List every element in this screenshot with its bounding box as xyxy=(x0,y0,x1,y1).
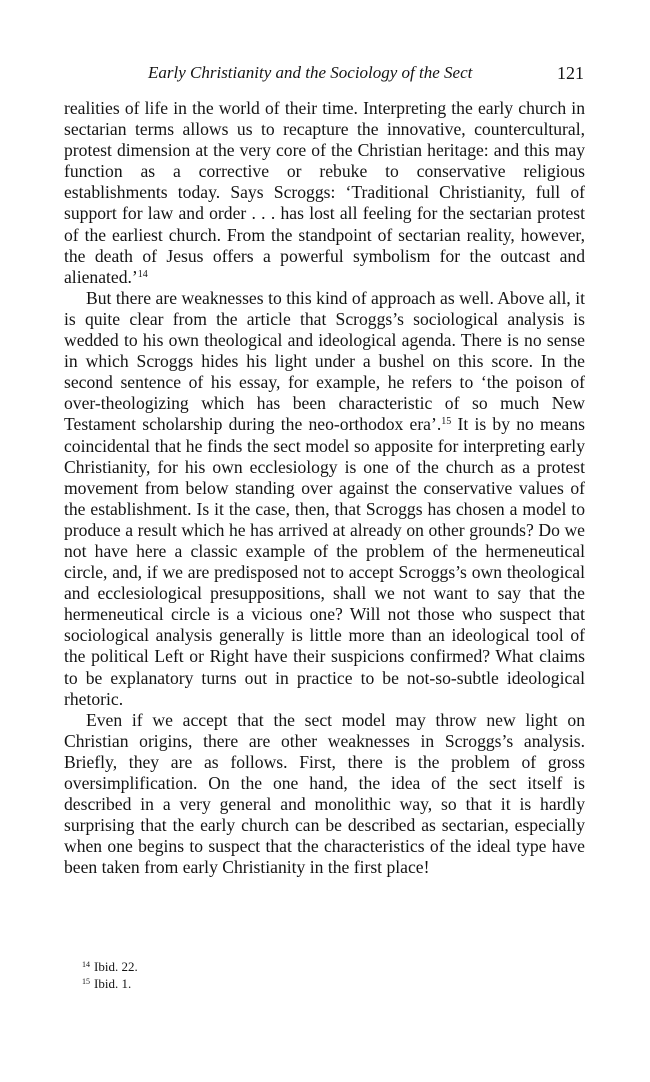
body-paragraph xyxy=(64,288,585,710)
footnote-ref: 15 xyxy=(441,416,452,428)
paragraph-text: Even if we accept that the sect model may throw new light on Christian origins, there are other weaknesses in Scroggs’s analysis. Briefly, they are as follows. First, there is the problem of gross oversimplification. On the one hand, the idea of the sect itself is described in a very general and monolithic way, so that it is hardly surprising that the early church can be described as sectarian, especially when one begins to suspect that the characteristics of the ideal type have been taken from early Christianity in the first place! xyxy=(64,709,585,878)
running-head xyxy=(148,62,584,84)
running-title: Early Christianity and the Sociology of the Sect xyxy=(148,63,473,82)
footnote-marker: 15 xyxy=(82,977,90,986)
footnote xyxy=(82,975,138,992)
body-paragraph xyxy=(64,710,585,879)
page-number: 121 xyxy=(557,63,584,83)
paragraph-text: But there are weaknesses to this kind of approach as well. Above all, it is quite clear from the article that Scroggs’s sociological analysis is wedded to his own theological and ideological agenda. There is no sense in which Scroggs hides his light under a bushel on this score. In the second sentence of his essay, for example, he refers to ‘the poison of over-theologizing which has been characteristic of so much New Testament scholarship during the neo-orthodox era’. xyxy=(64,287,585,435)
footnote-text: Ibid. 22. xyxy=(94,959,138,974)
footnote-text: Ibid. 1. xyxy=(94,976,132,991)
footnote xyxy=(82,958,138,975)
footnotes xyxy=(82,958,138,992)
body-text xyxy=(64,98,585,878)
footnote-marker: 14 xyxy=(82,960,90,969)
paragraph-text: realities of life in the world of their time. Interpreting the early church in sectarian terms allows us to recapture the innovative, countercultural, protest dimension at the very core of the Christian heritage: and this may function as a corrective or rebuke to conservative religious establishments today. Says Scroggs: ‘Traditional Christianity, full of support for law and order . . . has lost all feeling for the sectarian protest of the earliest church. From the standpoint of sectarian reality, however, the death of Jesus offers a powerful symbolism for the outcast and alienated.’ xyxy=(64,98,585,287)
paragraph-text: It is by no means coincidental that he finds the sect model so apposite for interpreting early Christianity, for his own ecclesiology is one of the church as a protest movement from below standing over against the conservative values of the establishment. Is it the case, then, that Scroggs has chosen a model to produce a result which he has arrived at already on other grounds? Do we not have here a classic example of the problem of the hermeneutical circle, and, if we are predisposed not to accept Scroggs’s own theological and ecclesiological presuppositions, shall we not want to say that the hermeneutical circle is a vicious one? Will not those who suspect that sociological analysis generally is little more than an ideological tool of the political Left or Right have their suspicions confirmed? What claims to be explanatory turns out in practice to be not-so-subtle ideological rhetoric. xyxy=(64,414,585,709)
body-paragraph xyxy=(64,98,585,288)
footnote-ref: 14 xyxy=(137,268,148,280)
